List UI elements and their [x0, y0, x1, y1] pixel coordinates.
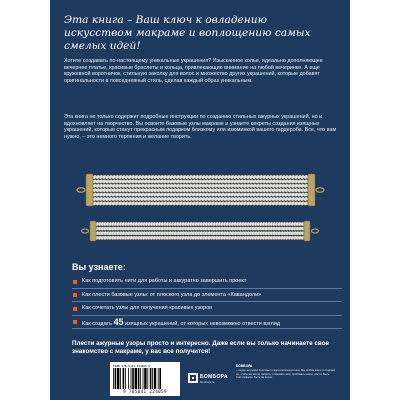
list-item	[72, 316, 342, 333]
isbn-text: ISBN 978-5-04-223405-9	[113, 364, 151, 368]
cover-headline: Эта книга – Ваш ключ к овладению искусством макраме и воплощению самых смелых идей!	[64, 14, 311, 52]
learn-list	[72, 278, 342, 332]
barcode-bars	[113, 368, 177, 389]
rope-bracelet-image	[50, 168, 350, 212]
intro-paragraph: Хотите создавать по-настоящему уникальные украшения? Изысканное колье, идеально дополняющее вечернее платье, красивые браслеты и кольца, привлекающие внимание на любой вечеринке. А еще кружевной воротничок, стильную заколку для волос и множество других украшений, которые добавят оригинальности в повседневный стиль, сделав каждый образ уникальным.	[64, 58, 323, 85]
publisher-name: БОМБОРА	[200, 374, 228, 380]
closing-statement: Плести ажурные узоры просто и интересно. Даже если вы только начинаете свое знакомство с макраме, у вас все получится!	[72, 340, 330, 355]
description-paragraph: Эта книга не только содержит подробные инструкции по созданию стильных ажурных украшений, но и вдохновляет на творчество. Вы освоите базовые узлы макраме и узнаете секреты создания изящных украшений, которые станут прекрасным подарком близкому или изюминкой вашего гардероба. Все, что вам нужно, – это немного терпения и желание творить.	[64, 114, 337, 141]
book-back-cover	[50, 0, 350, 400]
learn-heading: Вы узнаете:	[72, 262, 126, 272]
barcode-number: 9 785041 224059	[123, 389, 167, 394]
list-item-prefix: Как создать	[82, 320, 112, 327]
list-item: Как подготовить нити для работы и аккуратно завершить проект	[72, 278, 342, 292]
barcode	[110, 362, 180, 396]
braided-bracelet-image	[50, 216, 350, 246]
publisher-brand: БОМБОРА	[236, 364, 253, 368]
publisher-tagline: – лидер на рынке полезных и вдохновляющих книг. Мы любим книги и создаем их, чтобы вы могли творить, открывать мир, пробовать новое, расти. Быть счастливыми. Быть на волне.	[236, 369, 336, 379]
list-item-suffix: изящных украшений, от которых невозможно отвести взгляд	[125, 320, 281, 327]
project-count: 45	[113, 316, 124, 327]
list-item: Как сочетать узлы для получения красивых узоров	[72, 305, 342, 319]
publisher-site: bombora.ru	[200, 380, 215, 384]
list-item: Как плести базовые узлы: от плоского узла до элемента «Кавандоли»	[72, 292, 342, 306]
